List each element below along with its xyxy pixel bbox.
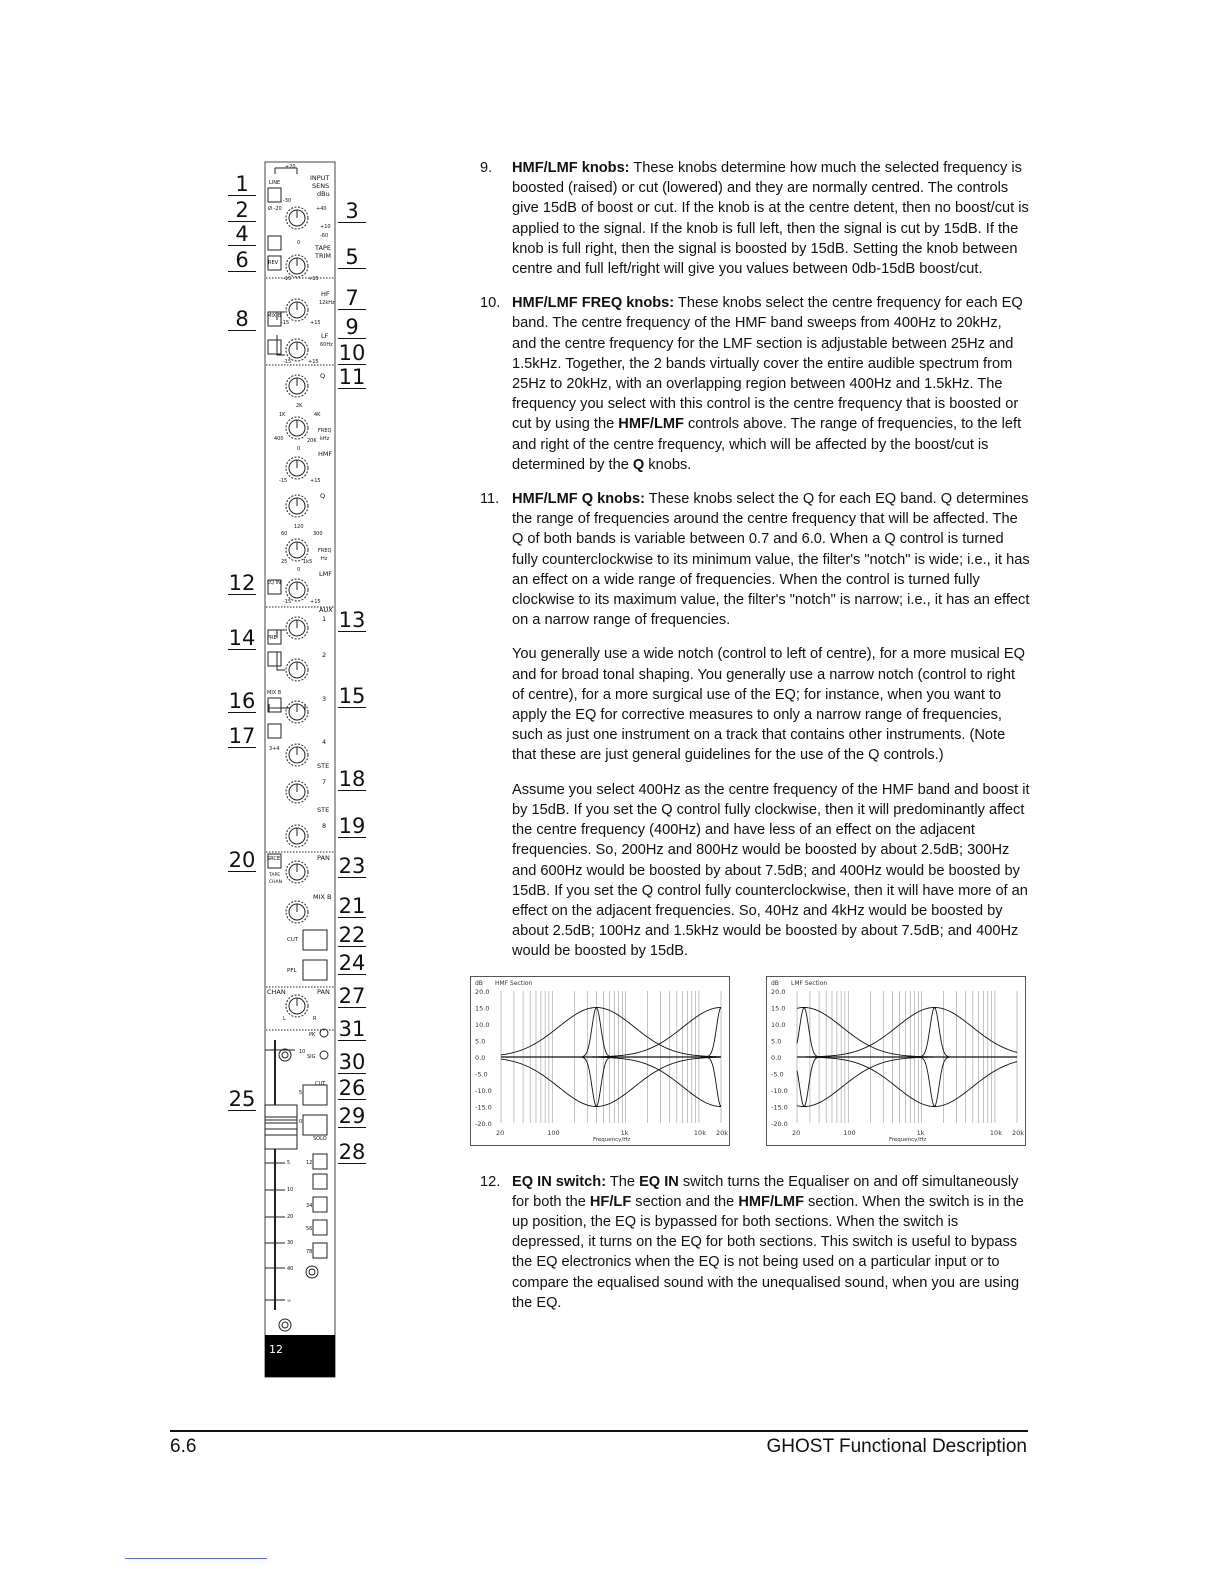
section-11-number: 11. <box>480 491 500 508</box>
callout-22: 22 <box>338 923 366 947</box>
x-tick-label: 1k <box>916 1128 925 1137</box>
callout-24: 24 <box>338 951 366 975</box>
callout-19: 19 <box>338 814 366 838</box>
callout-29: 29 <box>338 1104 366 1128</box>
trim-minus-label: -15 <box>283 276 292 282</box>
trim-label: TRIM <box>315 252 332 260</box>
aux8-knob[interactable] <box>286 825 308 847</box>
lmf-gain-knob[interactable] <box>286 579 308 601</box>
eq-curve <box>797 1057 1017 1107</box>
callout-10: 10 <box>338 341 366 365</box>
eq-charts <box>475 976 1030 1158</box>
y-tick-label: -10.0 <box>771 1086 788 1095</box>
hmf-khz-label: kHz <box>320 436 330 442</box>
callout-28: 28 <box>338 1140 366 1164</box>
eq-curve <box>501 1057 721 1107</box>
section-11 <box>480 489 1030 630</box>
fader-5-label: 5 <box>299 1090 303 1096</box>
aux8-label: 8 <box>322 822 327 830</box>
y-tick-label: -10.0 <box>475 1086 492 1095</box>
lf-plus-label: +15 <box>308 359 319 365</box>
callout-26: 26 <box>338 1076 366 1100</box>
section-9-title: HMF/LMF knobs: <box>512 160 630 176</box>
trim-plus-label: +15 <box>308 276 319 282</box>
y-tick-label: 0.0 <box>771 1053 782 1062</box>
hmf-400-label: 400 <box>274 436 284 442</box>
channel-number-block <box>265 1335 335 1377</box>
section-10-body-a: These knobs select the centre frequency for each EQ band. The centre frequency of the HMF band sweeps from 400Hz to 20kHz, and the centre frequency for the LMF section is adjustable between 25Hz and 1.5kHz. Together, the 2 bands virtually cover the entire audible spectrum from 25Hz to 20kHz, with an overlapping region between 400Hz and 1.5kHz. The frequency you select with this control is the centre frequency that is boosted or cut by using the <box>512 295 1023 433</box>
hmf-2k-label: 2K <box>296 403 303 409</box>
callout-11: 11 <box>338 365 366 389</box>
x-tick-label: 1k <box>620 1128 629 1137</box>
callout-7: 7 <box>338 287 366 310</box>
section-12-number: 12. <box>480 1173 501 1190</box>
fader-m20-label: 20 <box>287 1214 294 1220</box>
callout-12: 12 <box>228 571 256 595</box>
hf-minus-label: -15 <box>281 320 290 326</box>
section-12-bold-d: HF/LF <box>589 1193 632 1210</box>
x-tick-label: 20 <box>792 1128 801 1137</box>
x-tick-label: 100 <box>547 1128 560 1137</box>
pan-knob[interactable] <box>286 861 308 883</box>
lmf-freq-label: FREQ <box>318 548 332 554</box>
lmf-response-chart <box>766 976 1026 1146</box>
section-12-text-g: section. When the switch is in the up position, the EQ is bypassed for both sections. When the switch is depressed, it turns on the EQ for both sections. This switch is useful to bypass the EQ electronics when the EQ is not being used on a particular input or to compare the equalised sound with the unequalised sound, when you are using the EQ. <box>512 1193 1024 1311</box>
y-tick-label: 5.0 <box>475 1037 486 1046</box>
pre-label: PRE <box>267 635 277 641</box>
callout-4: 4 <box>228 223 256 246</box>
y-tick-label: 20.0 <box>771 987 786 996</box>
section-12-text-c: switch turns the Equaliser on and off simultaneously for both the <box>512 1173 1019 1210</box>
lmf-freq-knob[interactable] <box>286 539 308 561</box>
lf-label: LF <box>321 332 329 340</box>
section-11-title: HMF/LMF Q knobs: <box>512 491 645 508</box>
section-12-bold-f: HMF/LMF <box>738 1193 804 1210</box>
section-10-title: HMF/LMF FREQ knobs: <box>512 295 675 312</box>
tape-label: TAPE <box>315 244 331 252</box>
x-tick-label: 20k <box>1012 1128 1025 1137</box>
lmf-300-label: 300 <box>313 531 323 537</box>
y-tick-label: -5.0 <box>771 1070 784 1079</box>
hmf-4k-label: 4K <box>314 412 321 418</box>
aux4-label: 4 <box>322 738 327 746</box>
eq-curve <box>797 1007 1017 1057</box>
pan-label: PAN <box>317 854 330 862</box>
group-56-label: 56 <box>306 1226 313 1232</box>
x-tick-label: 20 <box>496 1128 505 1137</box>
callout-27: 27 <box>338 984 366 1008</box>
lf-knob[interactable] <box>286 339 308 361</box>
lf-minus-label: -15 <box>283 359 292 365</box>
callout-15: 15 <box>338 684 366 708</box>
tape-trim-knob[interactable] <box>286 255 308 277</box>
callout-2: 2 <box>228 199 256 222</box>
mixb-aux-label: MIX B <box>267 690 282 696</box>
section-9-body: These knobs determine how much the selected frequency is boosted (raised) or cut (lowered) and they are normally centred. The controls give 15dB of boost or cut. If the knob is at the centre detent, then no boost/cut is applied to the signal. If the knob is full left, then the signal is cut by 15dB. If the knob is full right, then the signal is boosted by 15dB. Setting the knob between centre and full left/right will give you values between 0db-15dB boost/cut. <box>512 160 1029 278</box>
callout-9: 9 <box>338 316 366 339</box>
section-12 <box>480 1172 1030 1313</box>
eq-curve <box>501 1007 721 1056</box>
callout-23: 23 <box>338 854 366 878</box>
mixb-hf-label: MIX B <box>267 313 282 319</box>
fader-m40-label: 40 <box>287 1266 294 1272</box>
callout-20: 20 <box>228 848 256 872</box>
srce-label: SRCE <box>267 856 281 862</box>
section-9-number: 9. <box>480 160 493 176</box>
channel-number: 12 <box>269 1343 283 1356</box>
solo-label: SOLO <box>313 1136 327 1142</box>
aux4-knob[interactable] <box>286 744 308 766</box>
page-number: 6.6 <box>170 1436 197 1457</box>
eq-curve <box>501 1057 721 1106</box>
sens-plus40-label: +40 <box>316 206 327 212</box>
q-guidance-paragraph: You generally use a wide notch (control to left of centre), for a more musical EQ and for broad tonal shaping. You generally use a narrow notch (control to right of centre), for a more surgical use of the EQ; for instance, when you want to apply the EQ for corrective measures to only a narrow range of frequencies, such as just one instrument on a track that contains other instruments. (Note that these are just general guidelines for the use of the Q controls.) <box>512 646 1025 764</box>
callout-8: 8 <box>228 308 256 331</box>
eq-in-label: EQ IN <box>267 580 281 586</box>
section-10-number: 10. <box>480 295 501 312</box>
lmf-plus-label: +15 <box>310 599 321 605</box>
aux-label: AUX <box>319 606 333 614</box>
sens-minus20-label: Ø -20 <box>268 206 282 212</box>
sens-plus10-label: +10 <box>320 224 331 230</box>
eq-curve <box>797 1007 1017 1056</box>
aux3-knob[interactable] <box>286 701 308 723</box>
callout-30: 30 <box>338 1050 366 1074</box>
callout-17: 17 <box>228 724 256 748</box>
callout-14: 14 <box>228 626 256 650</box>
lmf-25-label: 25 <box>281 559 288 565</box>
aux7-knob[interactable] <box>286 781 308 803</box>
dbu-label: dBu <box>317 190 330 198</box>
eq-curve <box>501 1057 721 1107</box>
y-tick-label: 10.0 <box>475 1020 490 1029</box>
ste7-label: STE <box>317 762 330 770</box>
callout-31: 31 <box>338 1017 366 1041</box>
hf-knob[interactable] <box>286 299 308 321</box>
hf-label: HF <box>321 290 330 298</box>
sens-label: SENS <box>312 182 330 190</box>
group-34-label: 34 <box>306 1203 313 1209</box>
group-78-label: 78 <box>306 1249 313 1255</box>
chan-srce-label: CHAN <box>269 880 282 885</box>
hf-freq-label: 12kHz <box>319 300 335 306</box>
y-tick-label: 15.0 <box>475 1004 490 1013</box>
footer-section-title: GHOST Functional Description <box>766 1436 1027 1457</box>
chan-label: CHAN <box>267 988 286 996</box>
eq-curve <box>501 1057 721 1106</box>
eq-curve <box>797 1007 1017 1057</box>
footer-rule <box>170 1430 1028 1432</box>
aux7-label: 7 <box>322 778 327 786</box>
text-column <box>475 158 1030 1327</box>
eq-curve <box>501 1007 721 1057</box>
group-12-label: 12 <box>306 1160 313 1166</box>
section-10-bold-b: HMF/LMF <box>618 416 684 433</box>
y-tick-label: 20.0 <box>475 987 490 996</box>
section-10-body-c: controls above. The range of frequencies, to the left and right of the centre frequency, which will be affected by the boost/cut is determined by the <box>512 416 1022 473</box>
callout-3: 3 <box>338 200 366 223</box>
section-10 <box>480 293 1030 475</box>
hmf-1k-label: 1K <box>279 412 286 418</box>
aux-sum-label: 3+4 <box>269 746 280 752</box>
y-tick-label: 10.0 <box>771 1020 786 1029</box>
fader-m30-label: 30 <box>287 1240 294 1246</box>
fader-0-label: 0 <box>299 1119 303 1125</box>
chan-pan-knob[interactable] <box>286 995 308 1017</box>
callout-5: 5 <box>338 246 366 269</box>
aux1-knob[interactable] <box>286 617 308 639</box>
x-tick-label: 10k <box>989 1128 1002 1137</box>
sens-top-label: +20 <box>285 164 296 170</box>
hmf-20k-label: 20K <box>307 438 317 444</box>
mixb-fader-label: MIX B <box>313 893 332 901</box>
lmf-label: LMF <box>319 570 332 578</box>
lmf-minus-label: -15 <box>283 599 292 605</box>
sig-label: SIG <box>307 1054 316 1060</box>
callout-18: 18 <box>338 767 366 791</box>
rev-label: REV <box>268 260 279 266</box>
callout-6: 6 <box>228 249 256 272</box>
lr-r-label: R <box>313 1016 317 1022</box>
input-sens-knob[interactable] <box>286 207 308 229</box>
aux1-label: 1 <box>322 615 327 623</box>
y-tick-label: 15.0 <box>771 1004 786 1013</box>
section-12-text-e: section and the <box>631 1193 739 1210</box>
section-12-text-a: The <box>606 1173 640 1190</box>
section-10-bold-d: Q <box>632 456 645 473</box>
eq-curve <box>501 1007 721 1056</box>
sens-minus30-label: -30 <box>283 198 292 204</box>
lmf-120-label: 120 <box>294 524 304 530</box>
lmf-60-label: 60 <box>281 531 288 537</box>
tape-srce-label: TAPE <box>269 873 281 878</box>
lr-l-label: L <box>283 1016 286 1022</box>
fader-m5-label: 5 <box>287 1160 291 1166</box>
bottom-link-underline <box>125 1558 267 1559</box>
y-tick-label: 0.0 <box>475 1053 486 1062</box>
pan2-label: PAN <box>317 988 330 996</box>
hmf-zero-label: 0 <box>297 446 301 452</box>
y-tick-label: -15.0 <box>771 1103 788 1112</box>
eq-curve <box>501 1007 721 1057</box>
tape-zero-label: 0 <box>297 240 301 246</box>
aux2-knob[interactable] <box>286 659 308 681</box>
sens-minus60-label: -60 <box>320 233 329 239</box>
section-11-body: These knobs select the Q for each EQ band. Q determines the range of frequencies around the centre frequency that will be affected. The Q of both bands is variable between 0.7 and 6.0. When a Q control is turned fully counterclockwise to its minimum value, the filter's "notch" is wide; i.e., it has an effect on a wide range of frequencies. When the control is turned fully clockwise to its maximum value, the filter's "notch" is narrow; i.e., it has an effect on a narrow range of frequencies. <box>512 491 1030 629</box>
lmf-1k5-label: 1k5 <box>303 559 313 565</box>
fader-inf-label: ∞ <box>287 1298 292 1304</box>
cut2-label: CUT <box>315 1081 326 1087</box>
ste8-label: STE <box>317 806 330 814</box>
aux3-label: 3 <box>322 695 327 703</box>
lmf-hz-label: Hz <box>321 556 328 562</box>
x-axis-label: Frequency/Hz <box>889 1136 927 1143</box>
y-axis-label: dB <box>475 979 483 987</box>
fader-10-label: 10 <box>299 1049 306 1055</box>
hmf-label: HMF <box>318 450 333 458</box>
y-tick-label: -15.0 <box>475 1103 492 1112</box>
pfl-label: PFL <box>287 968 297 974</box>
x-axis-label: Frequency/Hz <box>593 1136 631 1143</box>
eq-curve <box>797 1057 1017 1107</box>
hmf-q-knob[interactable] <box>286 375 308 397</box>
line-label: LINE <box>269 180 281 186</box>
hmf-freq-knob[interactable] <box>286 417 308 439</box>
eq-curve <box>797 1007 1017 1056</box>
mixb-level-knob[interactable] <box>286 901 308 923</box>
chart-title: HMF Section <box>495 979 533 987</box>
eq-curve <box>797 1057 1017 1106</box>
lmf-zero-label: 0 <box>297 567 301 573</box>
section-12-bold-b: EQ IN <box>639 1173 679 1190</box>
chart-title: LMF Section <box>791 979 828 987</box>
hf-plus-label: +15 <box>310 320 321 326</box>
x-tick-label: 10k <box>693 1128 706 1137</box>
input-label: INPUT <box>310 174 330 182</box>
hmf-q-label: Q <box>320 372 326 380</box>
fader-m10-label: 10 <box>287 1187 294 1193</box>
aux2-label: 2 <box>322 651 327 659</box>
callout-21: 21 <box>338 894 366 918</box>
section-9 <box>480 158 1030 279</box>
x-tick-label: 20k <box>716 1128 729 1137</box>
callout-13: 13 <box>338 608 366 632</box>
y-tick-label: -20.0 <box>771 1119 788 1128</box>
hmf-freq-label: FREQ <box>318 428 332 434</box>
y-tick-label: -20.0 <box>475 1119 492 1128</box>
hmf-gain-knob[interactable] <box>286 457 308 479</box>
pk-label: PK <box>309 1032 316 1038</box>
hmf-response-chart <box>470 976 730 1146</box>
eq-curve <box>797 1057 1017 1106</box>
hmf-plus-label: +15 <box>310 478 321 484</box>
lf-freq-label: 60Hz <box>320 342 333 348</box>
hmf-minus-label: -15 <box>279 478 288 484</box>
q-example-paragraph: Assume you select 400Hz as the centre frequency of the HMF band and boost it by 15dB. If you set the Q control fully clockwise, then it will predominantly affect the centre frequency (400Hz) and have less of an effect on the adjacent frequencies. So, 200Hz and 800Hz would be boosted by about 2.5dB; 300Hz and 600Hz would be boosted by about 7.5dB; and 400Hz would be boosted by 15dB. If you set the Q control fully counterclockwise, then it will have more of an effect on the adjacent frequencies. So, 40Hz and 4kHz would be boosted by about 2.5dB; 100Hz and 1.5kHz would be boosted by about 7.5dB; and 400Hz would be boosted by 15dB. <box>512 781 1030 960</box>
x-tick-label: 100 <box>843 1128 856 1137</box>
cut-label: CUT <box>287 937 299 943</box>
section-12-title: EQ IN switch: <box>512 1173 607 1190</box>
callout-1: 1 <box>228 173 256 196</box>
y-axis-label: dB <box>771 979 779 987</box>
callout-16: 16 <box>228 689 256 713</box>
lmf-q-knob[interactable] <box>286 495 308 517</box>
callout-25: 25 <box>228 1087 256 1111</box>
y-tick-label: -5.0 <box>475 1070 488 1079</box>
lmf-q-label: Q <box>320 492 326 500</box>
y-tick-label: 5.0 <box>771 1037 782 1046</box>
section-10-body-e: knobs. <box>644 456 692 473</box>
